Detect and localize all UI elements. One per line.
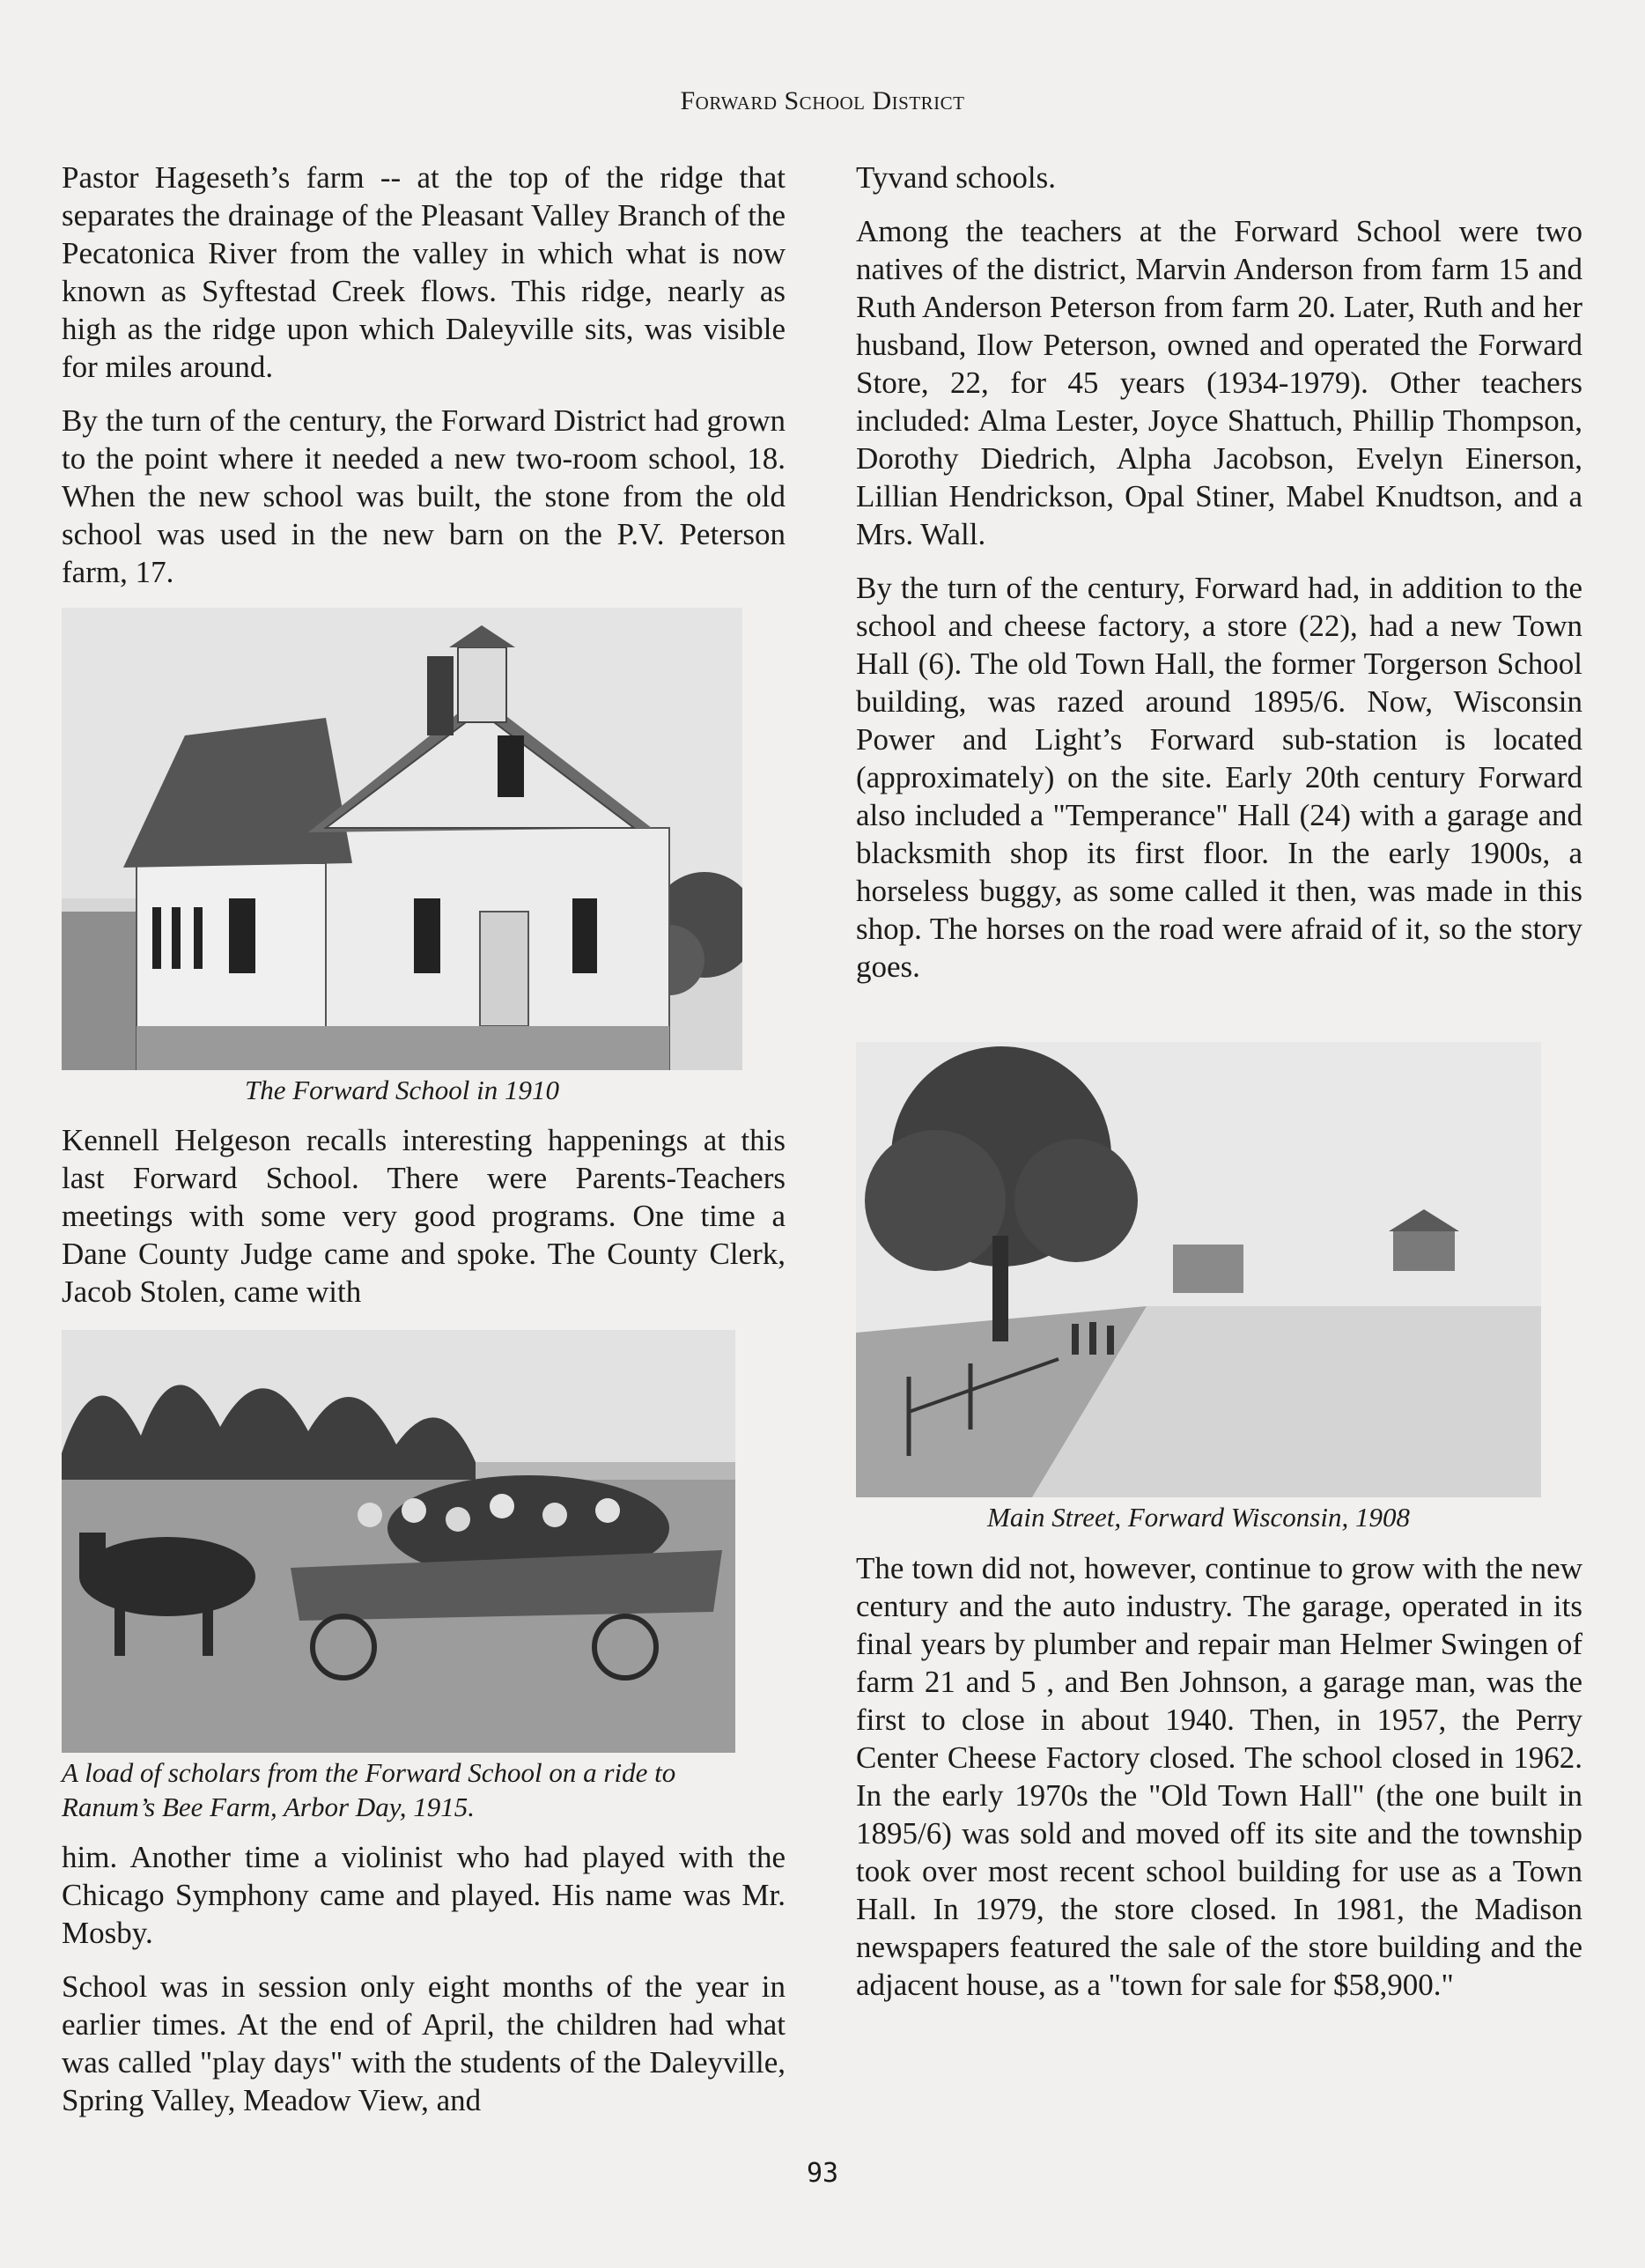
left-column-text-top <box>62 159 786 591</box>
paragraph: him. Another time a violinist who had played with the Chicago Symphony came and played. His name was Mr. Mosby. <box>62 1840 786 1950</box>
paragraph: By the turn of the century, Forward had, in addition to the school and cheese factory, a store (22), had a new Town Hall (6). The old Town Hall, the former Torgerson School building, was razed around 1895/6. Now, Wisconsin Power and Light’s Forward sub-station is located (approximately) on the site. Early 20th century Forward also included a "Temperance" Hall (24) with a garage and blacksmith shop its first floor. In the early 1900s, a horseless buggy, as some called it then, was made in this shop. The horses on the road were afraid of it, so the story goes. <box>856 571 1582 984</box>
page-header: Forward School District <box>680 86 965 115</box>
photo-caption: A load of scholars from the Forward School on a ride to Ranum’s Bee Farm, Arbor Day, 1915. <box>62 1757 676 1822</box>
paragraph: Pastor Hageseth’s farm -- at the top of the ridge that separates the drainage of the Pleasant Valley Branch of the Pecatonica River from the valley in which what is now known as Syftestad Creek flows. This ridge, nearly as high as the ridge upon which Daleyville sits, was visible for miles around. <box>62 160 786 384</box>
paragraph: Kennell Helgeson recalls interesting happenings at this last Forward School. There were Parents-Teachers meetings with some very good programs. One time a Dane County Judge came and spoke. The County Clerk, Jacob Stolen, came with <box>62 1123 786 1309</box>
photo-main-street-forward-1908 <box>856 1042 1541 1497</box>
left-column-text-middle <box>62 1121 786 1311</box>
photo-scholars-arbor-day-1915 <box>62 1330 735 1753</box>
left-column-text-bottom <box>62 1838 786 2119</box>
photo-caption: The Forward School in 1910 <box>244 1075 560 1105</box>
paragraph: Tyvand schools. <box>856 160 1056 195</box>
photo-caption: Main Street, Forward Wisconsin, 1908 <box>987 1502 1410 1533</box>
photo-forward-school-1910 <box>62 608 742 1070</box>
right-column-text-bottom <box>856 1549 1582 2004</box>
right-column-text-top <box>856 159 1582 986</box>
page-number: 93 <box>806 2158 839 2189</box>
paragraph: The town did not, however, continue to grow with the new century and the auto industry. The garage, operated in its final years by plumber and repair man Helmer Swingen of farm 21 and 5 , and Ben Johnson, a garage man, was the first to close in about 1940. Then, in 1957, the Perry Center Cheese Factory closed. The school closed in 1962. In the early 1970s the "Old Town Hall" (the one built in 1895/6) was sold and moved off its site and the township took over most recent school building for use as a Town Hall. In 1979, the store closed. In 1981, the Madison newspapers featured the sale of the store building and the adjacent house, as a "town for sale for $58,900." <box>856 1551 1582 2002</box>
paragraph: Among the teachers at the Forward School were two natives of the district, Marvin Anderson from farm 15 and Ruth Anderson Peterson from farm 20. Later, Ruth and her husband, Ilow Peterson, owned and operated the Forward Store, 22, for 45 years (1934-1979). Other teachers included: Alma Lester, Joyce Shattuch, Phillip Thompson, Dorothy Diedrich, Alpha Jacobson, Evelyn Einerson, Lillian Hendrickson, Opal Stiner, Mabel Knudtson, and a Mrs. Wall. <box>856 214 1582 551</box>
paragraph: School was in session only eight months of the year in earlier times. At the end of April, the children had what was called "play days" with the students of the Daleyville, Spring Valley, Meadow View, and <box>62 1969 786 2117</box>
paragraph: By the turn of the century, the Forward District had grown to the point where it needed a new two-room school, 18. When the new school was built, the stone from the old school was used in the new barn on the P.V. Peterson farm, 17. <box>62 403 786 589</box>
